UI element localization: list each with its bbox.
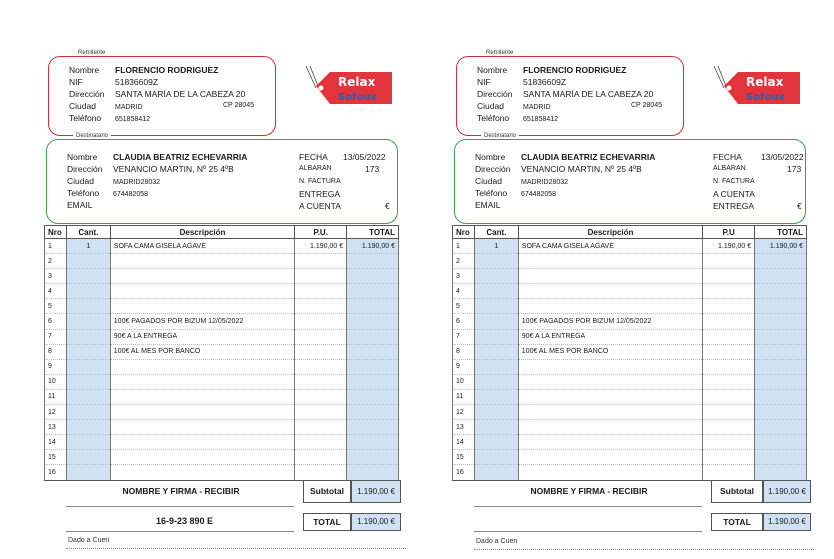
- subtotal-label: Subtotal: [303, 480, 351, 503]
- signature-line: [474, 506, 702, 507]
- row-number: 5: [45, 299, 67, 314]
- table-row: [45, 405, 399, 420]
- table-row: [453, 374, 807, 389]
- row-number: 1: [453, 239, 475, 254]
- row-number: 6: [45, 314, 67, 329]
- fecha-value: 13/05/2022: [343, 152, 386, 162]
- row-description: [110, 269, 294, 284]
- row-total: [755, 405, 807, 420]
- row-unit-price: [295, 344, 347, 359]
- row-quantity: [66, 389, 110, 404]
- table-row: [45, 359, 399, 374]
- row-quantity: [474, 284, 518, 299]
- row-unit-price: [295, 389, 347, 404]
- albaran-value: 173: [787, 164, 802, 174]
- row-number: 12: [45, 405, 67, 420]
- fecha-label: FECHA: [299, 152, 328, 162]
- table-row: [45, 269, 399, 284]
- table-row: [453, 405, 807, 420]
- row-total: [347, 329, 399, 344]
- row-number: 10: [453, 374, 475, 389]
- row-unit-price: [703, 359, 755, 374]
- row-number: 16: [45, 465, 67, 480]
- row-number: 5: [453, 299, 475, 314]
- row-description: [518, 389, 702, 404]
- header-nro: Nro: [45, 226, 67, 239]
- logo-sofoux-text: Sofoux: [338, 92, 377, 103]
- table-header-row: [45, 226, 399, 239]
- logo-relax-text: Relax: [746, 75, 784, 89]
- sender-cp: CP 28045: [223, 102, 255, 109]
- row-number: 4: [453, 284, 475, 299]
- albaran-label: ALBARAN: [299, 165, 332, 172]
- row-number: 7: [453, 329, 475, 344]
- row-unit-price: [703, 284, 755, 299]
- header-pu: P.U: [703, 226, 755, 239]
- sender-name: FLORENCIO RODRIGUEZ: [115, 65, 219, 75]
- header-cant: Cant.: [474, 226, 518, 239]
- recipient-name-label: Nombre: [475, 152, 506, 162]
- row-total: [755, 435, 807, 450]
- row-quantity: [474, 329, 518, 344]
- acuenta-value: €: [797, 201, 802, 211]
- table-row: [453, 389, 807, 404]
- row-quantity: [66, 269, 110, 284]
- sender-phone: 651858412: [523, 116, 559, 123]
- row-number: 16: [453, 465, 475, 480]
- line-items-table: [44, 225, 399, 481]
- row-quantity: [66, 450, 110, 465]
- sender-phone: 651858412: [115, 116, 151, 123]
- row-description: [110, 284, 294, 299]
- albaran-label: ALBARAN: [713, 165, 746, 172]
- row-unit-price: [295, 254, 347, 269]
- row-quantity: [474, 374, 518, 389]
- total-label: TOTAL: [303, 513, 351, 531]
- row-number: 15: [45, 450, 67, 465]
- row-number: 14: [453, 435, 475, 450]
- row-description: [518, 359, 702, 374]
- entrega-label: ENTREGA: [299, 189, 341, 199]
- row-unit-price: [703, 465, 755, 480]
- header-total: TOTAL: [347, 226, 399, 239]
- row-unit-price: [295, 420, 347, 435]
- table-row: [453, 299, 807, 314]
- table-row: [45, 329, 399, 344]
- total-label: TOTAL: [711, 513, 763, 531]
- row-unit-price: [703, 254, 755, 269]
- row-description: [518, 465, 702, 480]
- fecha-value: 13/05/2022: [761, 152, 804, 162]
- subtotal-value: 1.190,00 €: [763, 480, 811, 503]
- row-number: 9: [453, 359, 475, 374]
- recipient-email-label: EMAIL: [67, 200, 93, 210]
- sender-box: [456, 50, 684, 136]
- sender-box: [48, 50, 276, 136]
- row-unit-price: [703, 450, 755, 465]
- row-number: 7: [45, 329, 67, 344]
- row-total: [347, 450, 399, 465]
- row-description: [110, 420, 294, 435]
- recipient-city: MADRID28032: [113, 179, 161, 186]
- recipient-phone-label: Teléfono: [475, 188, 508, 198]
- row-description: [518, 299, 702, 314]
- row-description: [518, 374, 702, 389]
- row-quantity: [66, 465, 110, 480]
- sender-phone-label: Teléfono: [69, 113, 102, 123]
- row-quantity: [66, 435, 110, 450]
- total-value: 1.190,00 €: [763, 513, 811, 531]
- recipient-address-label: Dirección: [67, 164, 103, 174]
- row-quantity: [474, 450, 518, 465]
- recipient-phone: 674482058: [521, 191, 557, 198]
- row-unit-price: [703, 435, 755, 450]
- row-unit-price: [703, 344, 755, 359]
- row-total: [755, 254, 807, 269]
- row-unit-price: [295, 374, 347, 389]
- row-total: 1.190,00 €: [755, 239, 807, 254]
- sender-nif-label: NIF: [69, 77, 83, 87]
- row-number: 9: [45, 359, 67, 374]
- firma-label: NOMBRE Y FIRMA - RECIBIR: [530, 486, 648, 496]
- row-quantity: [66, 254, 110, 269]
- sender-name-label: Nombre: [477, 65, 508, 75]
- sender-cp: CP 28045: [631, 102, 663, 109]
- sender-address-label: Dirección: [477, 89, 513, 99]
- table-row: [453, 284, 807, 299]
- row-quantity: [66, 314, 110, 329]
- row-total: [347, 299, 399, 314]
- subtotal-value: 1.190,00 €: [351, 480, 401, 503]
- recipient-city: MADRID28032: [521, 179, 569, 186]
- row-quantity: [66, 329, 110, 344]
- logo-sofoux-text: Sofoux: [746, 92, 785, 103]
- acuenta-value: €: [385, 201, 390, 211]
- row-quantity: [66, 284, 110, 299]
- recipient-phone: 674482058: [113, 191, 149, 198]
- table-row: [45, 465, 399, 480]
- row-total: [347, 420, 399, 435]
- row-quantity: [474, 389, 518, 404]
- table-row: [45, 314, 399, 329]
- table-row: [45, 239, 399, 254]
- header-nro: Nro: [453, 226, 475, 239]
- row-unit-price: [703, 389, 755, 404]
- row-total: [755, 314, 807, 329]
- table-row: [453, 435, 807, 450]
- row-description: [518, 450, 702, 465]
- sender-legend: Remitente: [483, 50, 516, 56]
- recipient-legend: Destinatario: [481, 133, 519, 139]
- row-total: [347, 405, 399, 420]
- row-description: [518, 284, 702, 299]
- recipient-legend: Destinatario: [73, 133, 111, 139]
- table-row: [45, 420, 399, 435]
- sender-nif: 51836609Z: [523, 77, 567, 87]
- sender-address-label: Dirección: [69, 89, 105, 99]
- recipient-address: VENANCIO MARTIN, Nº 25 4ºB: [521, 164, 642, 174]
- sender-city-label: Ciudad: [477, 101, 504, 111]
- logo-relax-text: Relax: [338, 75, 376, 89]
- row-number: 2: [453, 254, 475, 269]
- row-description: [110, 435, 294, 450]
- row-number: 11: [453, 389, 475, 404]
- row-number: 10: [45, 374, 67, 389]
- row-description: [110, 450, 294, 465]
- row-quantity: [474, 359, 518, 374]
- row-number: 6: [453, 314, 475, 329]
- table-row: [45, 344, 399, 359]
- acuenta-label: A CUENTA: [299, 201, 341, 211]
- signature-line: [66, 506, 294, 507]
- table-body-right: [453, 239, 807, 481]
- row-quantity: [474, 314, 518, 329]
- row-quantity: [474, 344, 518, 359]
- row-quantity: [474, 299, 518, 314]
- row-total: 1.190,00 €: [347, 239, 399, 254]
- row-quantity: 1: [66, 239, 110, 254]
- header-desc: Descripción: [110, 226, 294, 239]
- row-total: [347, 389, 399, 404]
- sender-name-label: Nombre: [69, 65, 100, 75]
- row-total: [755, 329, 807, 344]
- table-body-left: [45, 239, 399, 481]
- table-row: [45, 284, 399, 299]
- recipient-box: [454, 133, 806, 224]
- row-total: [755, 450, 807, 465]
- row-unit-price: [703, 329, 755, 344]
- table-header-row: [453, 226, 807, 239]
- row-unit-price: [295, 284, 347, 299]
- row-description: [110, 254, 294, 269]
- total-value: 1.190,00 €: [351, 513, 401, 531]
- row-number: 14: [45, 435, 67, 450]
- row-unit-price: 1.190,00 €: [703, 239, 755, 254]
- row-unit-price: [295, 299, 347, 314]
- row-unit-price: [295, 314, 347, 329]
- row-description: [518, 254, 702, 269]
- dado-a-cuenta: Dado a Cuen: [476, 538, 518, 545]
- row-total: [347, 269, 399, 284]
- row-description: [518, 420, 702, 435]
- row-number: 4: [45, 284, 67, 299]
- table-row: [453, 359, 807, 374]
- table-row: [453, 269, 807, 284]
- row-number: 13: [453, 420, 475, 435]
- row-number: 3: [453, 269, 475, 284]
- handwritten-note: 16-9-23 890 E: [156, 516, 214, 526]
- row-total: [347, 359, 399, 374]
- row-total: [347, 284, 399, 299]
- row-quantity: [66, 299, 110, 314]
- table-row: [45, 450, 399, 465]
- table-row: [453, 239, 807, 254]
- row-quantity: [474, 420, 518, 435]
- note-line: [474, 531, 702, 532]
- row-quantity: [474, 405, 518, 420]
- row-description: SOFA CAMA GISELA AGAVE: [110, 239, 294, 254]
- row-description: 100€ PAGADOS POR BIZUM 12/05/2022: [110, 314, 294, 329]
- table-row: [453, 450, 807, 465]
- row-quantity: 1: [474, 239, 518, 254]
- row-total: [755, 269, 807, 284]
- row-description: 100€ AL MES POR BANCO: [110, 344, 294, 359]
- table-row: [45, 374, 399, 389]
- relax-sofoux-tag-logo: [712, 66, 802, 106]
- dado-a-cuenta: Dado a Cuen: [68, 537, 110, 544]
- invoice-copy-left: [44, 0, 414, 559]
- firma-label: NOMBRE Y FIRMA - RECIBIR: [122, 486, 240, 496]
- line-items-table: [452, 225, 807, 481]
- table-row: [453, 344, 807, 359]
- recipient-address: VENANCIO MARTIN, Nº 25 4ºB: [113, 164, 234, 174]
- sender-city-label: Ciudad: [69, 101, 96, 111]
- row-description: 100€ AL MES POR BANCO: [518, 344, 702, 359]
- row-description: [110, 359, 294, 374]
- row-unit-price: [295, 435, 347, 450]
- row-unit-price: [295, 450, 347, 465]
- row-quantity: [474, 465, 518, 480]
- row-description: 90€ A LA ENTREGA: [110, 329, 294, 344]
- row-number: 11: [45, 389, 67, 404]
- row-description: SOFA CAMA GISELA AGAVE: [518, 239, 702, 254]
- recipient-name-label: Nombre: [67, 152, 98, 162]
- row-description: [110, 374, 294, 389]
- table-row: [45, 389, 399, 404]
- row-quantity: [66, 359, 110, 374]
- row-unit-price: [295, 269, 347, 284]
- row-total: [755, 359, 807, 374]
- dado-line: [474, 549, 814, 550]
- albaran-value: 173: [365, 164, 380, 174]
- row-total: [347, 314, 399, 329]
- header-total: TOTAL: [755, 226, 807, 239]
- subtotal-label: Subtotal: [711, 480, 763, 503]
- row-total: [347, 465, 399, 480]
- row-total: [755, 465, 807, 480]
- row-unit-price: [703, 405, 755, 420]
- recipient-name: CLAUDIA BEATRIZ ECHEVARRIA: [113, 152, 248, 162]
- row-total: [755, 389, 807, 404]
- row-unit-price: [295, 329, 347, 344]
- note-line: [66, 531, 294, 532]
- acuenta-label: A CUENTA: [713, 189, 755, 199]
- row-quantity: [66, 344, 110, 359]
- table-row: [453, 465, 807, 480]
- row-total: [347, 435, 399, 450]
- factura-label: N. FACTURA: [299, 178, 341, 185]
- row-unit-price: [703, 420, 755, 435]
- row-total: [347, 374, 399, 389]
- row-quantity: [474, 254, 518, 269]
- recipient-name: CLAUDIA BEATRIZ ECHEVARRIA: [521, 152, 656, 162]
- row-description: 90€ A LA ENTREGA: [518, 329, 702, 344]
- recipient-phone-label: Teléfono: [67, 188, 100, 198]
- row-total: [755, 420, 807, 435]
- row-description: [518, 405, 702, 420]
- recipient-box: [46, 133, 398, 224]
- header-cant: Cant.: [66, 226, 110, 239]
- row-unit-price: [703, 314, 755, 329]
- table-row: [45, 254, 399, 269]
- row-unit-price: [703, 374, 755, 389]
- row-description: [110, 299, 294, 314]
- sender-phone-label: Teléfono: [477, 113, 510, 123]
- row-total: [755, 374, 807, 389]
- sender-address: SANTA MARÍA DE LA CABEZA 20: [523, 89, 654, 99]
- row-unit-price: 1.190,00 €: [295, 239, 347, 254]
- sender-nif-label: NIF: [477, 77, 491, 87]
- row-quantity: [66, 420, 110, 435]
- row-description: [518, 269, 702, 284]
- sender-name: FLORENCIO RODRIGUEZ: [523, 65, 627, 75]
- row-number: 1: [45, 239, 67, 254]
- row-quantity: [474, 269, 518, 284]
- recipient-address-label: Dirección: [475, 164, 511, 174]
- row-quantity: [66, 374, 110, 389]
- header-pu: P.U.: [295, 226, 347, 239]
- row-number: 15: [453, 450, 475, 465]
- recipient-city-label: Ciudad: [475, 176, 502, 186]
- row-total: [755, 284, 807, 299]
- row-unit-price: [295, 359, 347, 374]
- sender-city: MADRID: [523, 104, 551, 111]
- row-number: 12: [453, 405, 475, 420]
- table-row: [453, 254, 807, 269]
- row-unit-price: [703, 299, 755, 314]
- row-description: [110, 465, 294, 480]
- row-total: [755, 344, 807, 359]
- recipient-city-label: Ciudad: [67, 176, 94, 186]
- row-number: 3: [45, 269, 67, 284]
- header-desc: Descripción: [518, 226, 702, 239]
- row-description: [518, 435, 702, 450]
- row-quantity: [474, 435, 518, 450]
- table-row: [453, 329, 807, 344]
- row-total: [347, 254, 399, 269]
- row-number: 2: [45, 254, 67, 269]
- relax-sofoux-tag-logo: [304, 66, 394, 106]
- row-unit-price: [295, 465, 347, 480]
- sender-address: SANTA MARÍA DE LA CABEZA 20: [115, 89, 246, 99]
- dado-line: [66, 548, 406, 549]
- row-total: [755, 299, 807, 314]
- row-quantity: [66, 405, 110, 420]
- fecha-label: FECHA: [713, 152, 742, 162]
- entrega-label: ENTREGA: [713, 201, 755, 211]
- row-unit-price: [703, 269, 755, 284]
- row-description: 100€ PAGADOS POR BIZUM 12/05/2022: [518, 314, 702, 329]
- sender-legend: Remitente: [75, 50, 108, 56]
- table-row: [45, 435, 399, 450]
- row-number: 13: [45, 420, 67, 435]
- row-description: [110, 389, 294, 404]
- sender-nif: 51836609Z: [115, 77, 159, 87]
- factura-label: N. FACTURA: [713, 178, 755, 185]
- invoice-copy-right: [452, 0, 822, 559]
- sender-city: MADRID: [115, 104, 143, 111]
- table-row: [453, 314, 807, 329]
- row-unit-price: [295, 405, 347, 420]
- row-number: 8: [45, 344, 67, 359]
- table-row: [45, 299, 399, 314]
- recipient-email-label: EMAIL: [475, 200, 501, 210]
- row-number: 8: [453, 344, 475, 359]
- row-description: [110, 405, 294, 420]
- table-row: [453, 420, 807, 435]
- row-total: [347, 344, 399, 359]
